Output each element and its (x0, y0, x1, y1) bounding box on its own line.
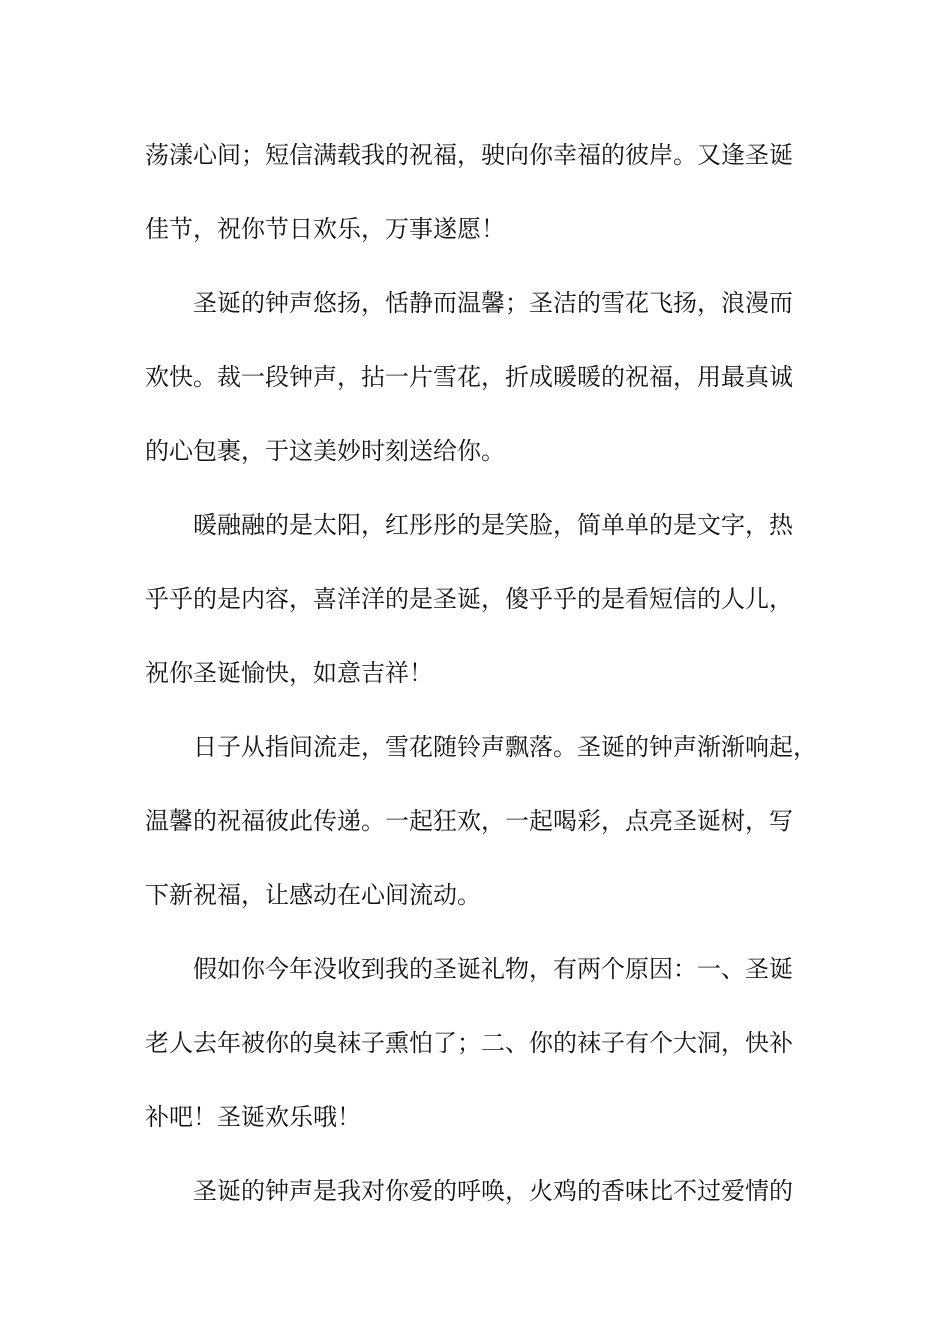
text-line: 欢快。裁一段钟声，拈一片雪花，折成暖暖的祝福，用最真诚 (145, 363, 793, 391)
paragraph-start-line: 圣诞的钟声是我对你爱的呼唤，火鸡的香味比不过爱情的 (193, 1177, 793, 1205)
text-line: 补吧！圣诞欢乐哦！ (145, 1103, 361, 1131)
text-line: 的心包裹，于这美妙时刻送给你。 (145, 437, 505, 465)
text-line: 老人去年被你的臭袜子熏怕了；二、你的袜子有个大洞，快补 (145, 1029, 793, 1057)
text-line: 温馨的祝福彼此传递。一起狂欢，一起喝彩，点亮圣诞树，写 (145, 807, 793, 835)
paragraph-start-line: 假如你今年没收到我的圣诞礼物，有两个原因：一、圣诞 (193, 955, 793, 983)
text-line: 乎乎的是内容，喜洋洋的是圣诞，傻乎乎的是看短信的人儿， (145, 585, 793, 613)
paragraph-start-line: 日子从指间流走，雪花随铃声飘落。圣诞的钟声渐渐响起， (193, 733, 817, 761)
document-body (145, 128, 825, 1238)
paragraph-start-line: 暖融融的是太阳，红彤彤的是笑脸，简单单的是文字，热 (193, 511, 793, 539)
text-line: 下新祝福，让感动在心间流动。 (145, 881, 481, 909)
text-line: 荡漾心间；短信满载我的祝福，驶向你幸福的彼岸。又逢圣诞 (145, 141, 793, 169)
text-line: 祝你圣诞愉快，如意吉祥！ (145, 659, 433, 687)
text-line: 佳节，祝你节日欢乐，万事遂愿！ (145, 215, 505, 243)
paragraph-start-line: 圣诞的钟声悠扬，恬静而温馨；圣洁的雪花飞扬，浪漫而 (193, 289, 793, 317)
